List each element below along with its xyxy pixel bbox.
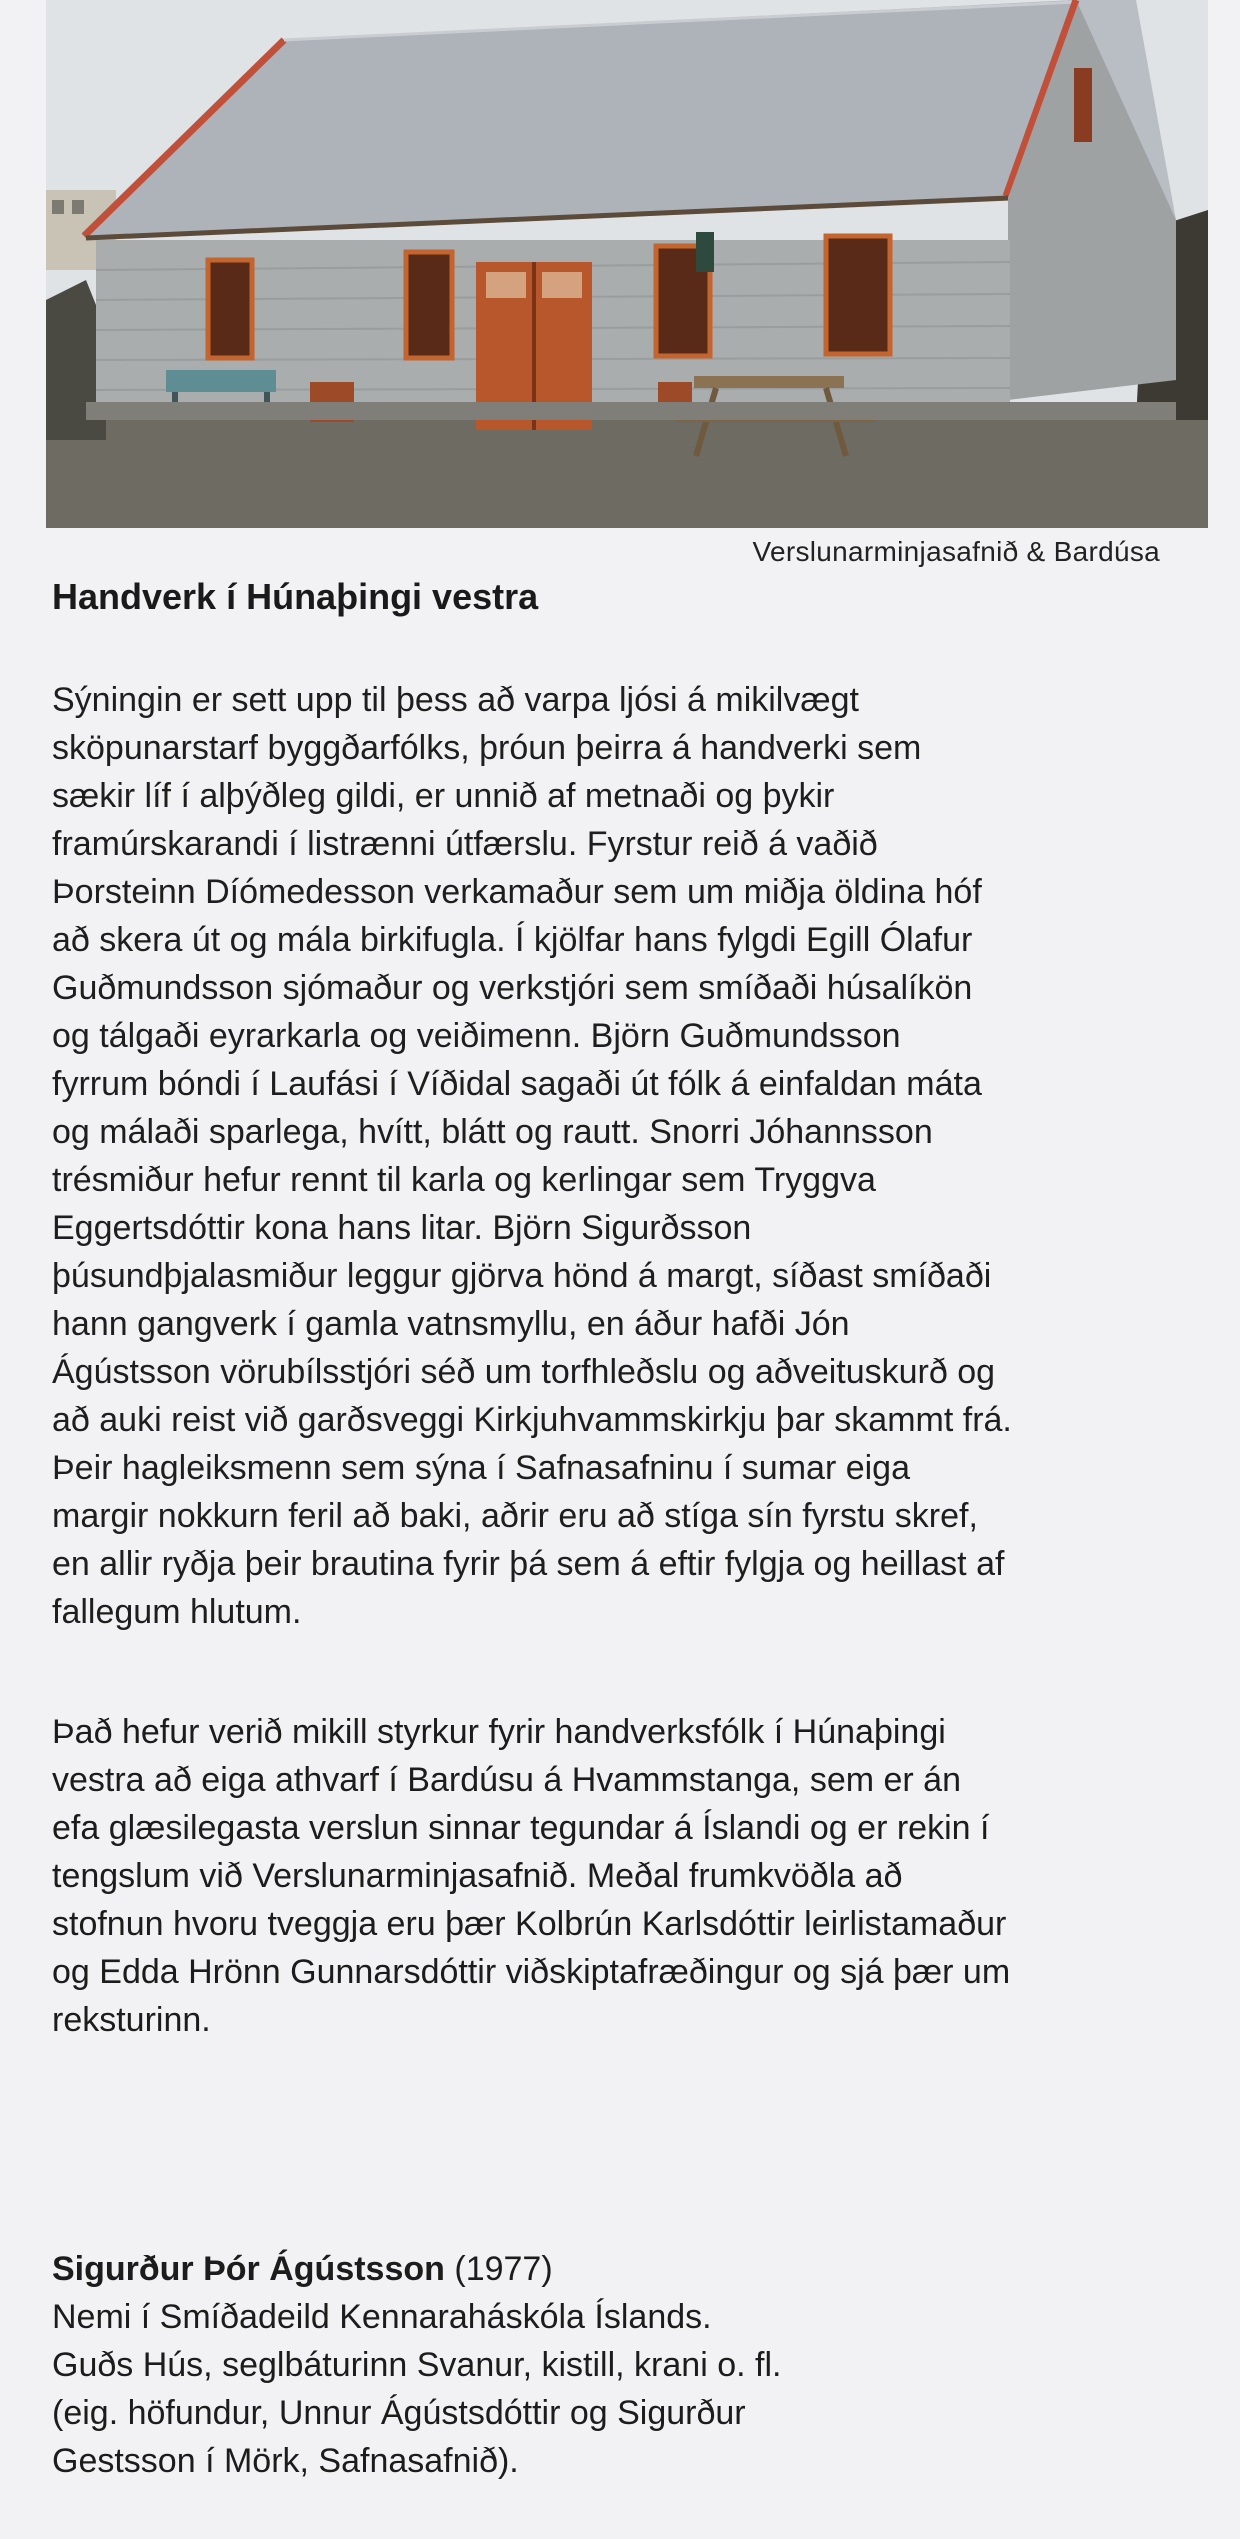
paragraph-line: framúrskarandi í listrænni útfærslu. Fyrstur reið á vaðið <box>52 825 878 863</box>
paragraph-line: margir nokkurn feril að baki, aðrir eru að stíga sín fyrstu skref, <box>52 1497 978 1535</box>
artist-title-line <box>52 2245 1152 2293</box>
paragraph-line: sækir líf í alþýðleg gildi, er unnið af metnaði og þykir <box>52 777 835 815</box>
artist-entry <box>52 2245 1152 2485</box>
article-paragraph-1 <box>52 676 1212 1636</box>
artist-detail-line: Gestsson í Mörk, Safnasafnið). <box>52 2442 519 2480</box>
museum-building-photo <box>46 0 1208 528</box>
artist-name: Sigurður Þór Ágústsson <box>52 2250 445 2288</box>
paragraph-line: tengslum við Verslunarminjasafnið. Meðal frumkvöðla að <box>52 1857 903 1895</box>
paragraph-line: reksturinn. <box>52 2001 211 2039</box>
paragraph-line: Þeir hagleiksmenn sem sýna í Safnasafninu í sumar eiga <box>52 1449 911 1487</box>
paragraph-line: Sýningin er sett upp til þess að varpa ljósi á mikilvægt <box>52 681 859 719</box>
paragraph-line: stofnun hvoru tveggja eru þær Kolbrún Karlsdóttir leirlistamaður <box>52 1905 1007 1943</box>
paragraph-line: efa glæsilegasta verslun sinnar tegundar á Íslandi og er rekin í <box>52 1809 990 1847</box>
paragraph-line: hann gangverk í gamla vatnsmyllu, en áður hafði Jón <box>52 1305 850 1343</box>
paragraph-line: að skera út og mála birkifugla. Í kjölfar hans fylgdi Egill Ólafur <box>52 921 973 959</box>
paragraph-line: Ágústsson vörubílsstjóri séð um torfhleðslu og aðveituskurð og <box>52 1353 996 1391</box>
paragraph-line: að auki reist við garðsveggi Kirkjuhvammskirkju þar skammt frá. <box>52 1401 1012 1439</box>
paragraph-line: fallegum hlutum. <box>52 1593 302 1631</box>
paragraph-line: þúsundþjalasmiður leggur gjörva hönd á margt, síðast smíðaði <box>52 1257 992 1295</box>
paragraph-line: Það hefur verið mikill styrkur fyrir handverksfólk í Húnaþingi <box>52 1713 946 1751</box>
paragraph-line: sköpunarstarf byggðarfólks, þróun þeirra á handverki sem <box>52 729 922 767</box>
paragraph-line: Guðmundsson sjómaður og verkstjóri sem smíðaði húsalíkön <box>52 969 973 1007</box>
article-paragraph-2 <box>52 1708 1212 2044</box>
paragraph-line: og tálgaði eyrarkarla og veiðimenn. Björn Guðmundsson <box>52 1017 901 1055</box>
artist-detail-line: Guðs Hús, seglbáturinn Svanur, kistill, krani o. fl. <box>52 2346 782 2384</box>
paragraph-line: og málaði sparlega, hvítt, blátt og rautt. Snorri Jóhannsson <box>52 1113 933 1151</box>
paragraph-line: Þorsteinn Díómedesson verkamaður sem um miðja öldina hóf <box>52 873 982 911</box>
paragraph-line: Eggertsdóttir kona hans litar. Björn Sigurðsson <box>52 1209 752 1247</box>
photo-caption: Verslunarminjasafnið & Bardúsa <box>752 536 1160 567</box>
paragraph-line: en allir ryðja þeir brautina fyrir þá sem á eftir fylgja og heillast af <box>52 1545 1005 1583</box>
paragraph-line: vestra að eiga athvarf í Bardúsu á Hvammstanga, sem er án <box>52 1761 962 1799</box>
artist-detail-line: (eig. höfundur, Unnur Ágústsdóttir og Sigurður <box>52 2394 746 2432</box>
paragraph-line: fyrrum bóndi í Laufási í Víðidal sagaði út fólk á einfaldan máta <box>52 1065 982 1103</box>
artist-detail-line: Nemi í Smíðadeild Kennaraháskóla Íslands. <box>52 2298 712 2336</box>
artist-birth-year: (1977) <box>444 2250 553 2288</box>
paragraph-line: trésmiður hefur rennt til karla og kerlingar sem Tryggva <box>52 1161 876 1199</box>
article-heading: Handverk í Húnaþingi vestra <box>52 576 539 617</box>
building-illustration <box>46 0 1208 528</box>
paragraph-line: og Edda Hrönn Gunnarsdóttir viðskiptafræðingur og sjá þær um <box>52 1953 1011 1991</box>
